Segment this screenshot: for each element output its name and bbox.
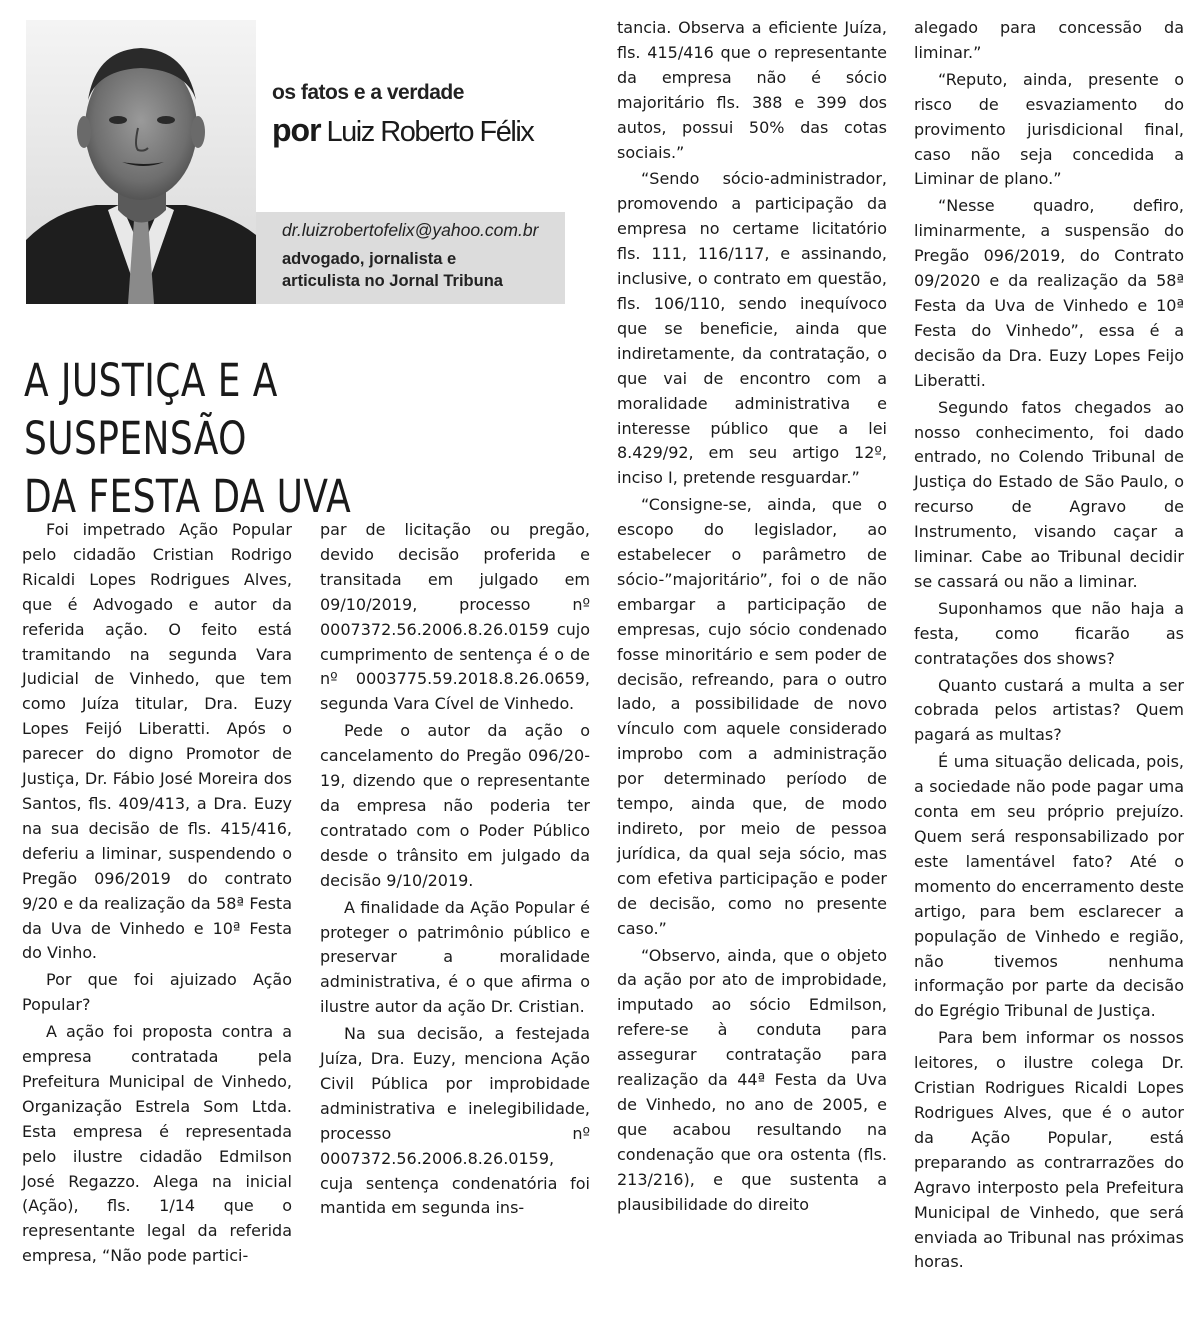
article-column-4 <box>914 16 1184 1277</box>
author-role-line-2: articulista no Jornal Tribuna <box>282 272 503 290</box>
paragraph: par de licitação ou pregão, devido decisão proferida e transitada em julgado em 09/10/2019, processo nº 0007372.56.2006.8.26.0159 cujo cumprimento de sentença é o de nº 0003775.59.2018.8.26.0659, segunda Vara Cível de Vinhedo. <box>320 520 590 714</box>
paragraph: “Sendo sócio-administrador, promovendo a participação da empresa no certame licitatório fls. 111, 116/117, e assinando, inclusive, o contrato em questão, fls. 106/110, sendo inequívoco que se beneficie, ainda que indiretamente, da contratação, o que vai de encontro com a moralidade administrativa e interesse público que a lei 8.429/92, em seu artigo 12º, inciso I, pretende resguardar.” <box>617 169 887 488</box>
headline-line-1: A JUSTIÇA E A SUSPENSÃO <box>24 354 278 465</box>
paragraph: “Observo, ainda, que o objeto da ação por ato de improbidade, imputado ao sócio Edmilson, refere-se à conduta para assegurar contratação para realização da 44ª Festa da Uva de Vinhedo, no ano de 2005, e que acabou resultando na condenação que ora ostenta (fls. 213/216), e que sustenta a plausibilidade do direito <box>617 945 887 1214</box>
headline-line-2: DA FESTA DA UVA <box>24 470 352 523</box>
paragraph: A finalidade da Ação Popular é proteger o patrimônio público e preservar a moralidade administrativa, é o que afirma o ilustre autor da ação Dr. Cristian. <box>320 897 590 1017</box>
article-headline <box>24 352 472 526</box>
article-column-2 <box>320 518 590 1223</box>
author-por: por <box>272 112 321 148</box>
author-photo <box>26 20 256 304</box>
author-name: Luiz Roberto Félix <box>326 116 534 148</box>
paragraph: “Nesse quadro, defiro, liminarmente, a suspensão do Pregão 096/2019, do Contrato 09/2020 e da realização da 58ª Festa da Uva de Vinhedo e 10ª Festa do Vinhedo”, essa é a decisão da Dra. Euzy Lopes Feijo Liberatti. <box>914 196 1184 390</box>
paragraph: A ação foi proposta contra a empresa contratada pela Prefeitura Municipal de Vinhedo, Organização Estrela Som Ltda. Esta empresa é representada pelo ilustre cidadão Edmilson José Regazzo. Alega na inicial (Ação), fls. 1/14 que o representante legal da referida empresa, “Não pode partici- <box>22 1022 292 1266</box>
paragraph: “Reputo, ainda, presente o risco de esvaziamento do provimento jurisdicional final, caso não seja concedida a Liminar de plano.” <box>914 69 1184 189</box>
author-info-box <box>256 212 565 304</box>
author-line <box>272 110 572 157</box>
article-column-3 <box>617 16 887 1220</box>
paragraph: alegado para concessão da liminar.” <box>914 18 1184 62</box>
byline <box>272 80 572 157</box>
paragraph: Foi impetrado Ação Popular pelo cidadão Cristian Rodrigo Ricaldi Lopes Rodrigues Alves, que é Advogado e autor da referida ação. O feito está tramitando na segunda Vara Judicial de Vinhedo, que tem como Juíza titular, Dra. Euzy Lopes Feijó Liberatti. Após o parecer do digno Promotor de Justiça, Dr. Fábio José Moreira dos Santos, fls. 409/413, a Dra. Euzy na sua decisão de fls. 415/416, deferiu a liminar, suspendendo o Pregão 096/2019 do contrato 9/20 e da realização da 58ª Festa da Uva de Vinhedo e 10ª Festa do Vinho. <box>22 520 292 963</box>
paragraph: Por que foi ajuizado Ação Popular? <box>22 970 292 1015</box>
paragraph: Quanto custará a multa a ser cobrada pelos artistas? Quem pagará as multas? <box>914 675 1184 745</box>
column-kicker: os fatos e a verdade <box>272 81 464 104</box>
paragraph: Pede o autor da ação o cancelamento do Pregão 096/20-19, dizendo que o representante da empresa não poderia ter contratado com o Poder Público desde o trânsito em julgado da decisão 9/10/2019. <box>320 721 590 890</box>
author-email[interactable]: dr.luizrobertofelix@yahoo.com.br <box>282 220 539 240</box>
paragraph: Na sua decisão, a festejada Juíza, Dra. Euzy, menciona Ação Civil Pública por improbidade administrativa e inelegibilidade, processo nº 0007372.56.2006.8.26.0159, cuja sentença condenatória foi mantida em segunda ins- <box>320 1024 590 1218</box>
author-role <box>282 248 555 292</box>
author-role-line-1: advogado, jornalista e <box>282 250 457 268</box>
paragraph: “Consigne-se, ainda, que o escopo do legislador, ao estabelecer o parâmetro de sócio-”majoritário”, foi o de não embargar a participação de empresas, cujo sócio condenado fosse minoritário e sem poder de decisão, refreando, para o outro lado, a possibilidade de novo vínculo com aquele considerado improbo com a administração por determinado período de tempo, ainda que, de modo indireto, por meio de pessoa jurídica, da qual seja sócio, mas com efetiva participação e poder de decisão, como no presente caso.” <box>617 495 887 938</box>
article-column-1 <box>22 518 292 1271</box>
paragraph: Segundo fatos chegados ao nosso conhecimento, foi dado entrado, no Colendo Tribunal de Justiça do Estado de São Paulo, o recurso de Agravo de Instrumento, visando caçar a liminar. Cabe ao Tribunal decidir se cassará ou não a liminar. <box>914 397 1184 591</box>
paragraph: Para bem informar os nossos leitores, o ilustre colega Dr. Cristian Rodrigues Ricaldi Lopes Rodrigues Alves, que é o autor da Ação Popular, está preparando as contrarrazões do Agravo interposto pela Prefeitura Municipal de Vinhedo, que será enviada ao Tribunal nas próximas horas. <box>914 1028 1184 1272</box>
paragraph: Suponhamos que não haja a festa, como ficarão as contratações dos shows? <box>914 598 1184 668</box>
paragraph: tancia. Observa a eficiente Juíza, fls. 415/416 que o representante da empresa não é sócio majoritário fls. 388 e 399 dos autos, possui 50% das cotas sociais.” <box>617 18 887 162</box>
paragraph: É uma situação delicada, pois, a sociedade não pode pagar uma conta em seu próprio prejuízo. Quem será responsabilizado por este lamentável fato? Até o momento do encerramento deste artigo, para bem esclarecer a população de Vinhedo e região, não tivemos nenhuma informação por parte da decisão do Egrégio Tribunal de Justiça. <box>914 752 1184 1021</box>
